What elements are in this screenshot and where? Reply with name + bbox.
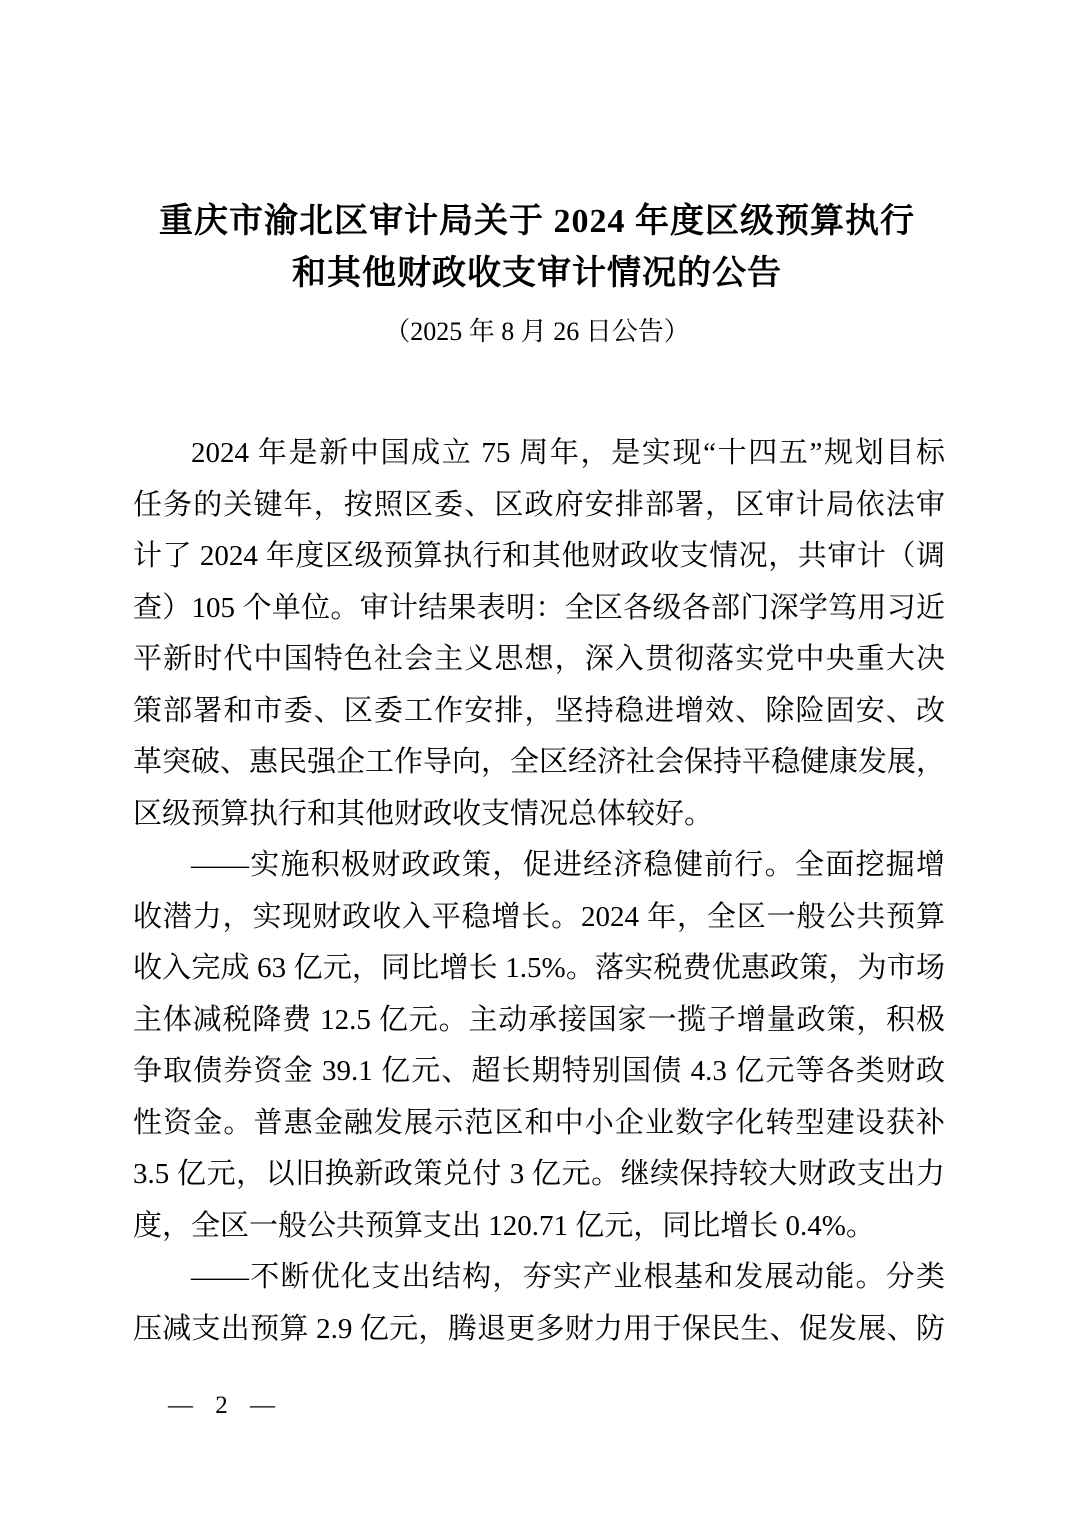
body-line: 查）105 个单位。审计结果表明：全区各级各部门深学笃用习近 xyxy=(133,591,945,624)
body-line: ——不断优化支出结构，夯实产业根基和发展动能。分类 xyxy=(191,1261,945,1293)
body-line: 区级预算执行和其他财政收支情况总体较好。 xyxy=(133,797,714,830)
document-body xyxy=(133,428,945,1355)
body-line: 主体减税降费 12.5 亿元。主动承接国家一揽子增量政策，积极 xyxy=(133,1003,945,1036)
body-line: 争取债券资金 39.1 亿元、超长期特别国债 4.3 亿元等各类财政 xyxy=(133,1055,945,1087)
document-date-line: （2025 年 8 月 26 日公告） xyxy=(384,317,690,346)
page-number: — 2 — xyxy=(168,1392,276,1419)
document-header xyxy=(0,0,1074,352)
body-line: 计了 2024 年度区级预算执行和其他财政收支情况，共审计（调 xyxy=(133,540,945,572)
body-line: 压减支出预算 2.9 亿元，腾退更多财力用于保民生、促发展、防 xyxy=(133,1312,945,1345)
body-line: 2024 年是新中国成立 75 周年，是实现“十四五”规划目标 xyxy=(191,437,945,469)
body-paragraph xyxy=(133,840,945,1252)
body-line: 革突破、惠民强企工作导向，全区经济社会保持平稳健康发展， xyxy=(133,746,946,778)
body-line: 收入完成 63 亿元，同比增长 1.5%。落实税费优惠政策，为市场 xyxy=(133,952,945,984)
body-line: 收潜力，实现财政收入平稳增长。2024 年，全区一般公共预算 xyxy=(133,900,945,933)
body-line: 性资金。普惠金融发展示范区和中小企业数字化转型建设获补 xyxy=(133,1106,945,1139)
body-line: 任务的关键年，按照区委、区政府安排部署，区审计局依法审 xyxy=(133,488,945,521)
page-footer xyxy=(168,1388,276,1424)
document-title-line-1: 重庆市渝北区审计局关于 2024 年度区级预算执行 xyxy=(159,203,915,240)
body-paragraph xyxy=(133,1252,945,1355)
document-title-line-2: 和其他财政收支审计情况的公告 xyxy=(292,255,782,292)
body-line: 策部署和市委、区委工作安排，坚持稳进增效、除险固安、改 xyxy=(133,694,945,727)
body-line: ——实施积极财政政策，促进经济稳健前行。全面挖掘增 xyxy=(191,849,945,881)
body-line: 度，全区一般公共预算支出 120.71 亿元，同比增长 0.4%。 xyxy=(133,1209,875,1242)
body-paragraph xyxy=(133,428,945,840)
body-line: 3.5 亿元，以旧换新政策兑付 3 亿元。继续保持较大财政支出力 xyxy=(133,1158,945,1190)
body-line: 平新时代中国特色社会主义思想，深入贯彻落实党中央重大决 xyxy=(133,643,945,675)
